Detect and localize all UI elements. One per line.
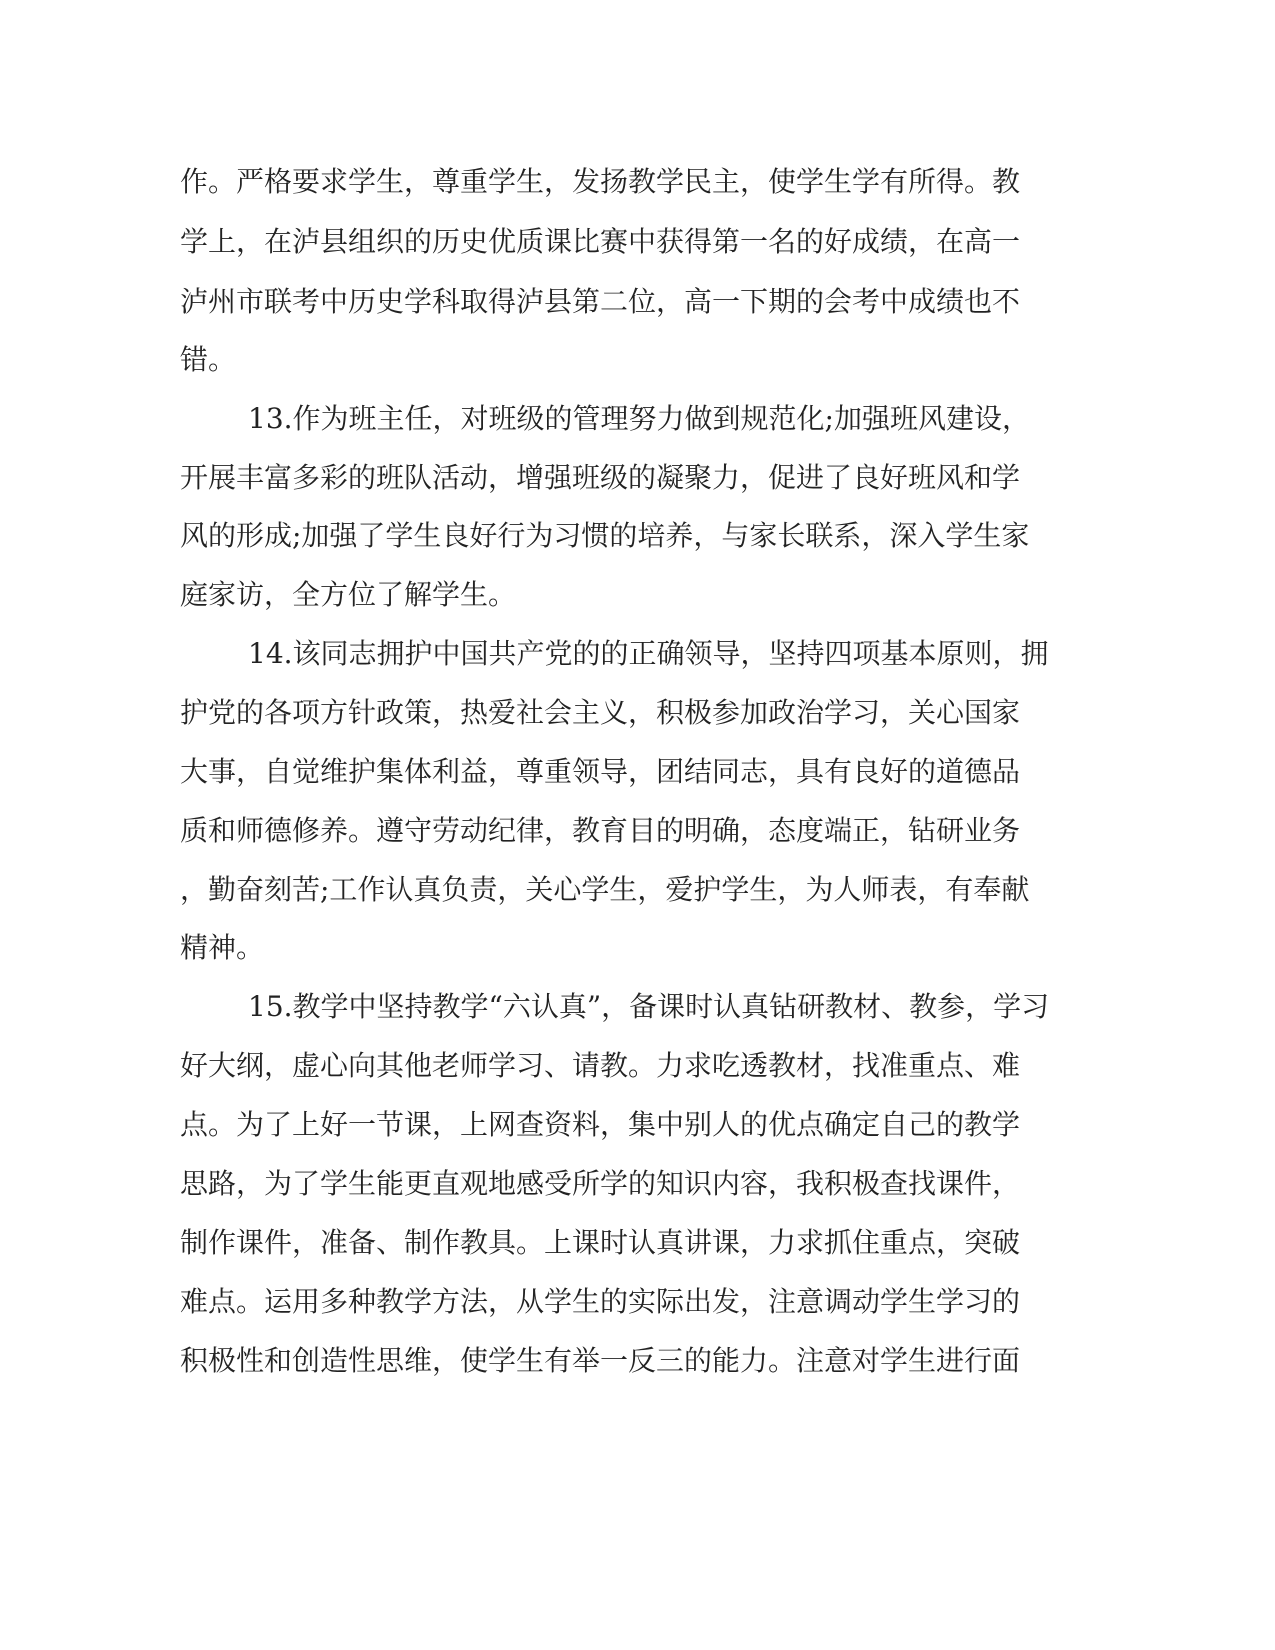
text-line: 大事，自觉维护集体利益，尊重领导，团结同志，具有良好的道德品 bbox=[180, 755, 1021, 788]
text-line: 错。 bbox=[180, 343, 237, 376]
text-line: 难点。运用多种教学方法，从学生的实际出发，注意调动学生学习的 bbox=[180, 1285, 1021, 1318]
text-line: 泸州市联考中历史学科取得泸县第二位，高一下期的会考中成绩也不 bbox=[180, 285, 1021, 318]
text-line: 14.该同志拥护中国共产党的的正确领导，坚持四项基本原则，拥 bbox=[248, 637, 1049, 670]
text-line: 质和师德修养。遵守劳动纪律，教育目的明确，态度端正，钻研业务 bbox=[180, 814, 1021, 847]
text-line: 好大纲，虚心向其他老师学习、请教。力求吃透教材，找准重点、难 bbox=[180, 1049, 1021, 1082]
text-line: ，勤奋刻苦;工作认真负责，关心学生，爱护学生，为人师表，有奉献 bbox=[180, 873, 1030, 906]
text-line: 开展丰富多彩的班队活动，增强班级的凝聚力，促进了良好班风和学 bbox=[180, 461, 1021, 494]
text-line: 学上，在泸县组织的历史优质课比赛中获得第一名的好成绩，在高一 bbox=[180, 225, 1021, 258]
text-line: 护党的各项方针政策，热爱社会主义，积极参加政治学习，关心国家 bbox=[180, 696, 1021, 729]
text-line: 风的形成;加强了学生良好行为习惯的培养，与家长联系，深入学生家 bbox=[180, 519, 1030, 552]
text-line: 思路，为了学生能更直观地感受所学的知识内容，我积极查找课件， bbox=[180, 1167, 1021, 1200]
text-line: 15.教学中坚持教学“六认真”，备课时认真钻研教材、教参，学习 bbox=[248, 990, 1050, 1023]
text-line: 点。为了上好一节课，上网查资料，集中别人的优点确定自己的教学 bbox=[180, 1108, 1021, 1141]
text-line: 庭家访，全方位了解学生。 bbox=[180, 578, 517, 611]
text-line: 作。严格要求学生，尊重学生，发扬教学民主，使学生学有所得。教 bbox=[180, 165, 1021, 198]
text-line: 精神。 bbox=[180, 931, 265, 964]
text-line: 13.作为班主任，对班级的管理努力做到规范化;加强班风建设， bbox=[248, 402, 1030, 435]
text-line: 制作课件，准备、制作教具。上课时认真讲课，力求抓住重点，突破 bbox=[180, 1226, 1021, 1259]
text-line: 积极性和创造性思维，使学生有举一反三的能力。注意对学生进行面 bbox=[180, 1344, 1021, 1377]
